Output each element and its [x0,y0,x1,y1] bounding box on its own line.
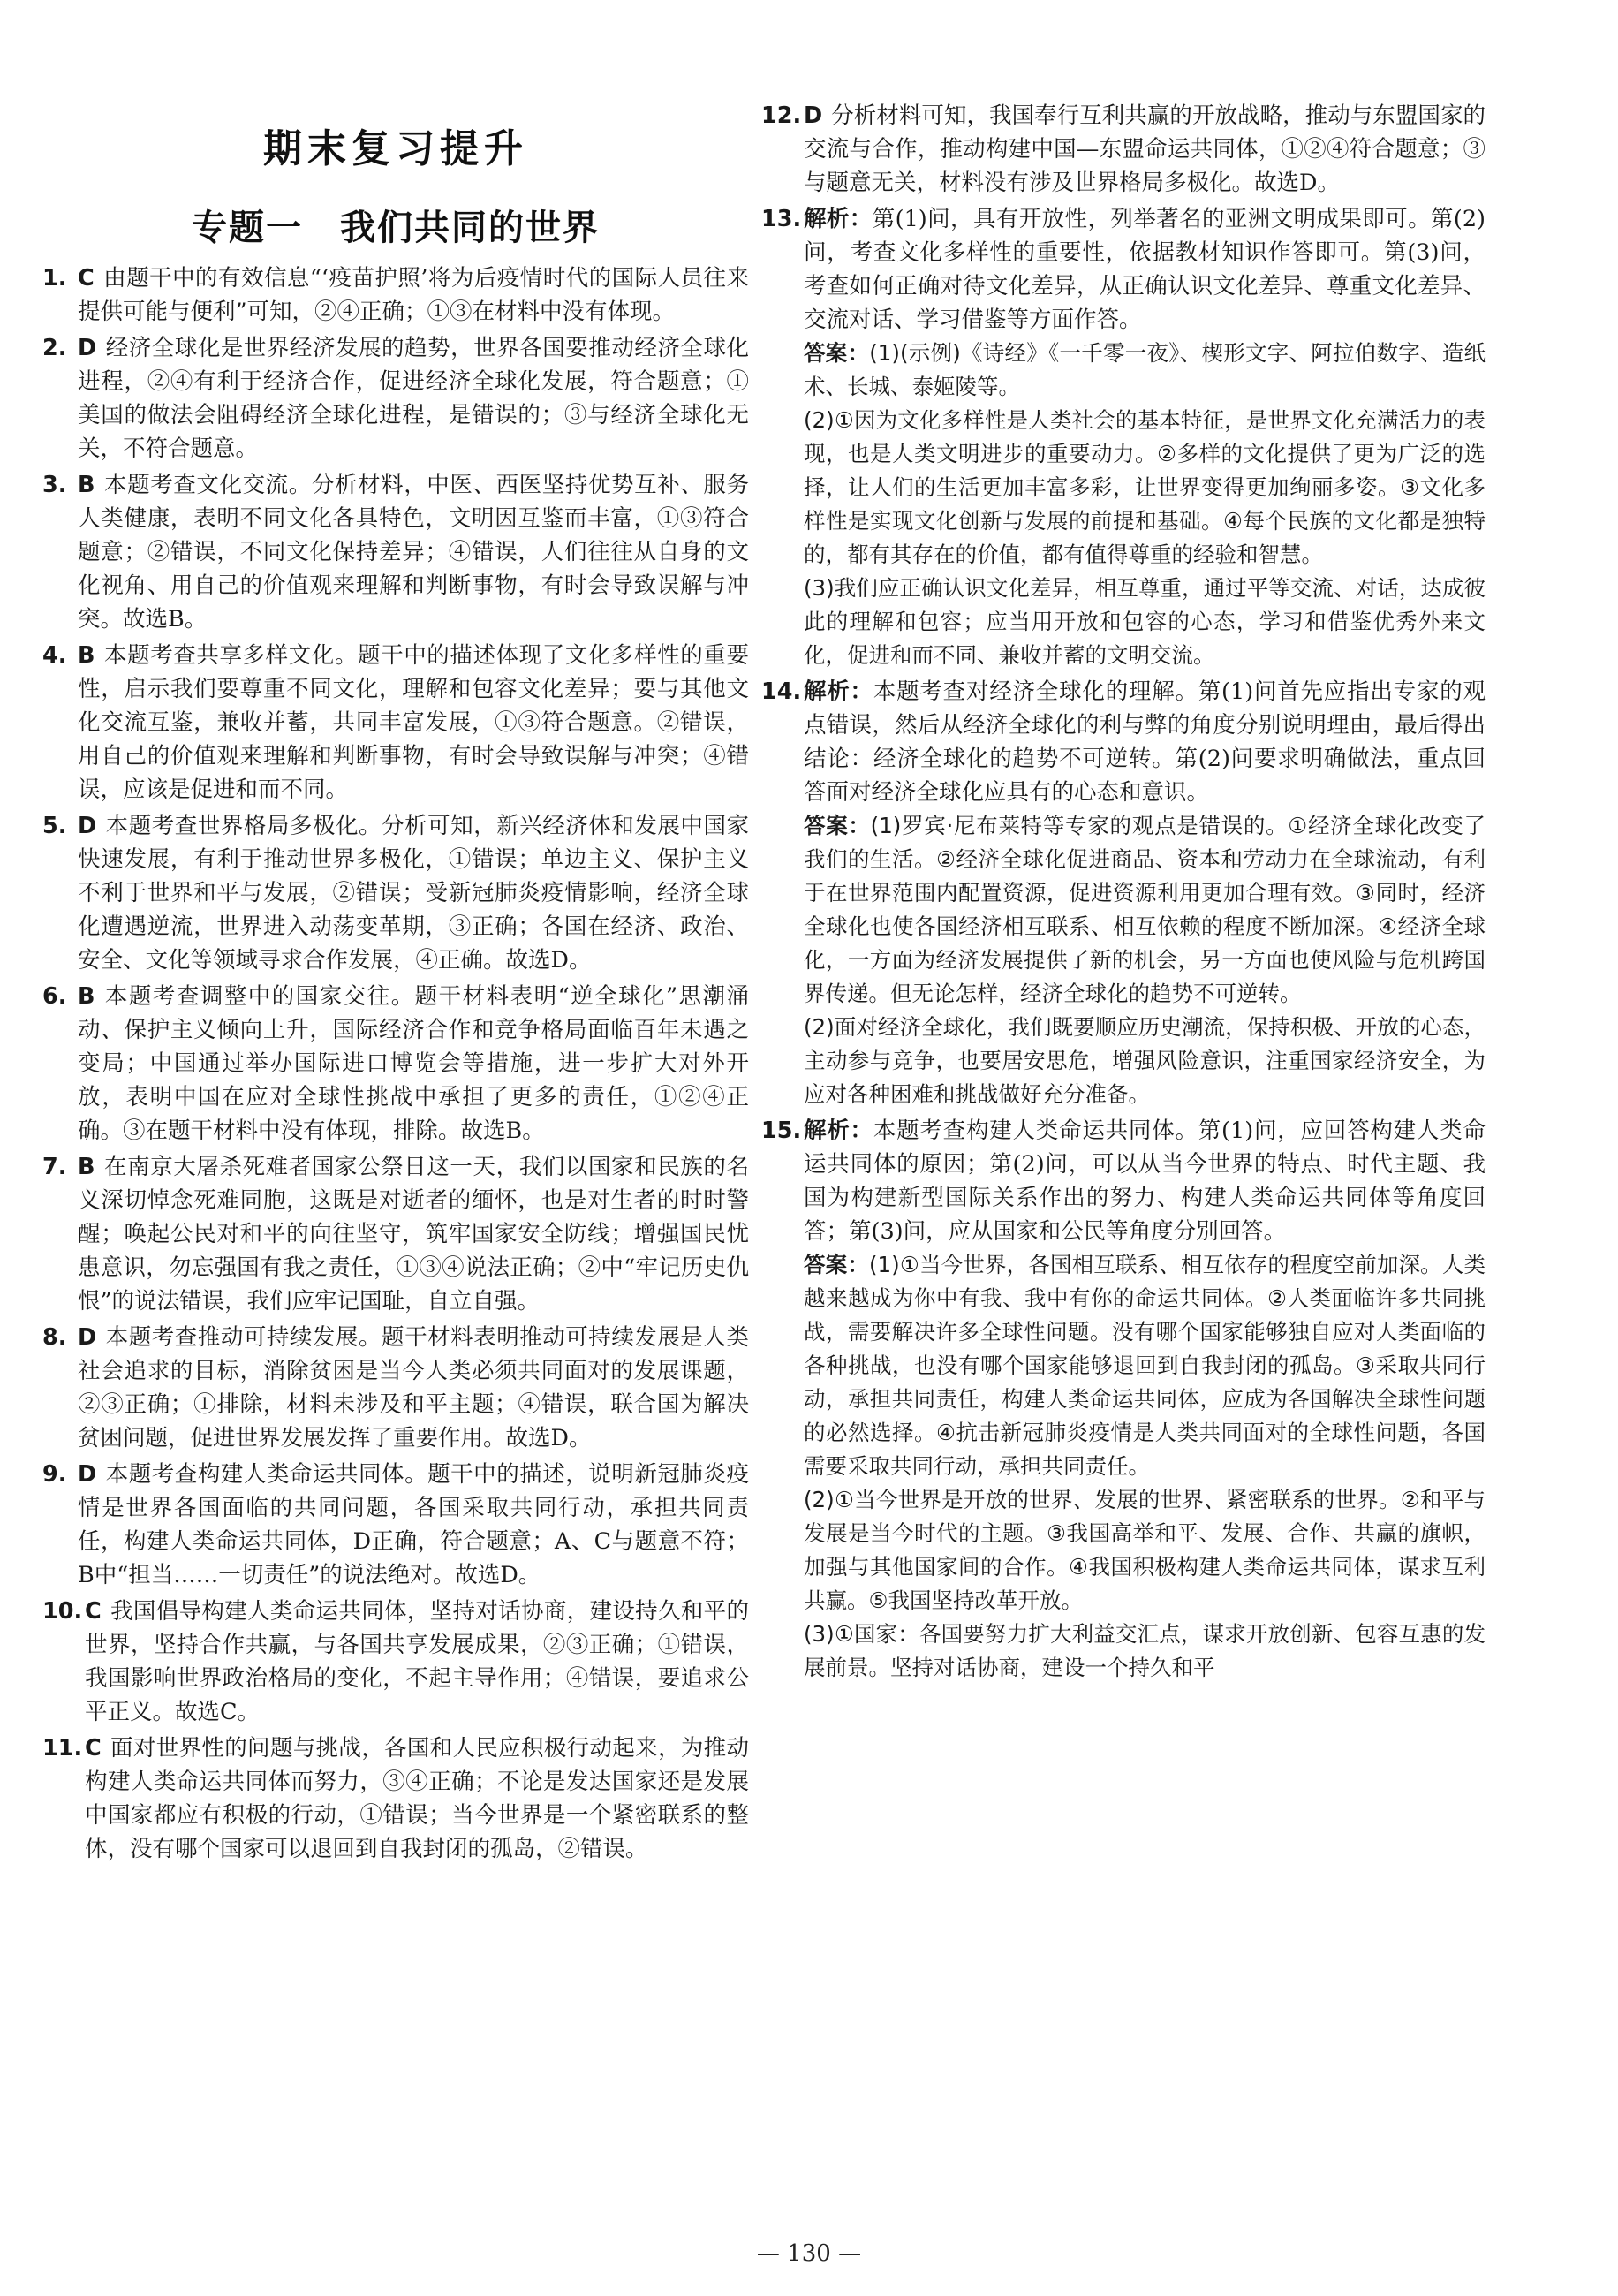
analysis-label: 解析： [804,206,873,232]
answer-item [42,468,749,636]
answer-item [42,1321,749,1455]
page-number: — 130 — [756,2240,862,2267]
answer-part: (1)①当今世界，各国相互联系、相互依存的程度空前加深。人类越来越成为你中有我、我中有你的命运共同体。②人类面临许多共同挑战，需要解决许多全球性问题。没有哪个国家能够独自应对人类面临的各种挑战，也没有哪个国家能够退回到自我封闭的孤岛。③采取共同行动，承担共同责任，构建人类命运共同体，应成为各国解决全球性问题的必然选择。④抗击新冠肺炎疫情是人类共同面对的全球性问题，各国需要采取共同行动，承担共同责任。 [804,1252,1486,1479]
item-explanation: 在南京大屠杀死难者国家公祭日这一天，我们以国家和民族的名义深切悼念死难同胞，这既是对逝者的缅怀，也是对生者的时时警醒；唤起公民对和平的向往坚守，筑牢国家安全防线；增强国民忧患意识，勿忘强国有我之责任，①③④说法正确；②中“牢记历史仇恨”的说法错误，我们应牢记国耻，自立自强。 [78,1154,749,1315]
item-number: 3. [42,472,67,498]
analysis-label: 解析： [804,1118,873,1144]
analysis-label: 解析： [804,678,873,705]
item-number: 9. [42,1461,67,1488]
answer-item-14 [761,675,1486,1111]
answer-label: 答案： [804,813,871,838]
left-column [42,261,749,1868]
answer-label: 答案： [804,1252,869,1277]
item-explanation: 我国倡导构建人类命运共同体，坚持对话协商，建设持久和平的世界，坚持合作共赢，与各国共享发展成果，②③正确；①错误，我国影响世界政治格局的变化，不起主导作用；④错误，要追求公平正义。故选C。 [85,1598,749,1725]
answer-part: (3)我们应正确认识文化差异，相互尊重，通过平等交流、对话，达成彼此的理解和包容；应当用开放和包容的心态，学习和借鉴优秀外来文化，促进和而不同、兼收并蓄的文明交流。 [804,575,1486,668]
item-number: 15. [761,1118,802,1144]
answer-item-13 [761,202,1486,672]
answer-letter: B [78,642,95,669]
item-explanation: 本题考查共享多样文化。题干中的描述体现了文化多样性的重要性，启示我们要尊重不同文化，理解和包容文化差异；要与其他文化交流互鉴，兼收并蓄，共同丰富发展，①③符合题意。②错误，用自己的价值观来理解和判断事物，有时会导致误解与冲突；④错误，应该是促进和而不同。 [78,642,749,803]
answer-item [42,1731,749,1866]
item-explanation: 本题考查调整中的国家交往。题干材料表明“逆全球化”思潮涌动、保护主义倾向上升，国际经济合作和竞争格局面临百年未遇之变局；中国通过举办国际进口博览会等措施，进一步扩大对外开放，表明中国在应对全球性挑战中承担了更多的责任，①②④正确。③在题干材料中没有体现，排除。故选B。 [78,983,749,1144]
analysis-text: 本题考查对经济全球化的理解。第(1)问首先应指出专家的观点错误，然后从经济全球化的利与弊的角度分别说明理由，最后得出结论：经济全球化的趋势不可逆转。第(2)问要求明确做法，重点回答面对经济全球化应具有的心态和意识。 [804,678,1486,806]
item-number: 14. [761,678,802,705]
item-explanation: 经济全球化是世界经济发展的趋势，世界各国要推动经济全球化进程，②④有利于经济合作，促进经济全球化发展，符合题意；①美国的做法会阻碍经济全球化进程，是错误的；③与经济全球化无关，不符合题意。 [78,335,749,462]
item-explanation: 由题干中的有效信息“‘疫苗护照’将为后疫情时代的国际人员往来提供可能与便利”可知，②④正确；①③在材料中没有体现。 [78,265,749,325]
item-number: 12. [761,102,802,129]
answer-letter: D [804,102,823,129]
answer-part: (2)①当今世界是开放的世界、发展的世界、紧密联系的世界。②和平与发展是当今时代的主题。③我国高举和平、发展、合作、共赢的旗帜，加强与其他国家间的合作。④我国积极构建人类命运共同体，谋求互利共赢。⑤我国坚持改革开放。 [804,1487,1486,1613]
answer-part: (3)①国家：各国要努力扩大利益交汇点，谋求开放创新、包容互惠的发展前景。坚持对话协商，建设一个持久和平 [804,1621,1486,1680]
item-number: 11. [42,1735,83,1762]
item-explanation: 本题考查世界格局多极化。分析可知，新兴经济体和发展中国家快速发展，有利于推动世界多极化，①错误；单边主义、保护主义不利于世界和平与发展，②错误；受新冠肺炎疫情影响，经济全球化遭遇逆流，世界进入动荡变革期，③正确；各国在经济、政治、安全、文化等领域寻求合作发展，④正确。故选D。 [78,813,749,974]
answer-label: 答案： [804,340,870,366]
item-number: 5. [42,813,67,839]
answer-item [42,331,749,466]
item-explanation: 分析材料可知，我国奉行互利共赢的开放战略，推动与东盟国家的交流与合作，推动构建中国—东盟命运共同体，①②④符合题意；③与题意无关，材料没有涉及世界格局多极化。故选D。 [804,102,1486,196]
answer-letter: C [85,1598,102,1625]
item-number: 7. [42,1154,67,1180]
right-column [761,99,1486,1687]
item-number: 10. [42,1598,83,1625]
answer-letter: B [78,983,95,1010]
answer-item [42,1458,749,1592]
answer-item-15 [761,1114,1486,1685]
item-explanation: 本题考查推动可持续发展。题干材料表明推动可持续发展是人类社会追求的目标，消除贫困是当今人类必须共同面对的发展课题，②③正确；①排除，材料未涉及和平主题；④错误，联合国为解决贫困问题，促进世界发展发挥了重要作用。故选D。 [78,1324,749,1451]
item-explanation: 本题考查文化交流。分析材料，中医、西医坚持优势互补、服务人类健康，表明不同文化各具特色，文明因互鉴而丰富，①③符合题意；②错误，不同文化保持差异；④错误，人们往往从自身的文化视角、用自己的价值观来理解和判断事物，有时会导致误解与冲突。故选B。 [78,472,749,633]
answer-item [761,99,1486,200]
item-explanation: 面对世界性的问题与挑战，各国和人民应积极行动起来，为推动构建人类命运共同体而努力，③④正确；不论是发达国家还是发展中国家都应有积极的行动，①错误；当今世界是一个紧密联系的整体，没有哪个国家可以退回到自我封闭的孤岛，②错误。 [85,1735,749,1862]
answer-item [42,809,749,977]
item-number: 8. [42,1324,67,1351]
answer-part: (1)罗宾·尼布莱特等专家的观点是错误的。①经济全球化改变了我们的生活。②经济全球化促进商品、资本和劳动力在全球流动，有利于在世界范围内配置资源，促进资源利用更加合理有效。③同时，经济全球化也使各国经济相互联系、相互依赖的程度不断加深。④经济全球化，一方面为经济发展提供了新的机会，另一方面也使风险与危机跨国界传递。但无论怎样，经济全球化的趋势不可逆转。 [804,813,1486,1006]
item-number: 1. [42,265,67,292]
answer-item [42,980,749,1148]
answer-letter: C [78,265,95,292]
item-explanation: 本题考查构建人类命运共同体。题干中的描述，说明新冠肺炎疫情是世界各国面临的共同问题，各国采取共同行动，承担共同责任，构建人类命运共同体，D正确，符合题意；A、C与题意不符；B中“担当……一切责任”的说法绝对。故选D。 [78,1461,749,1588]
answer-part: (2)①因为文化多样性是人类社会的基本特征，是世界文化充满活力的表现，也是人类文明进步的重要动力。②多样的文化提供了更为广泛的选择，让人们的生活更加丰富多彩，让世界变得更加绚丽多姿。③文化多样性是实现文化创新与发展的前提和基础。④每个民族的文化都是独特的，都有其存在的价值，都有值得尊重的经验和智慧。 [804,407,1486,567]
item-number: 6. [42,983,67,1010]
answer-part: (2)面对经济全球化，我们既要顺应历史潮流，保持积极、开放的心态，主动参与竞争，也要居安思危，增强风险意识，注重国家经济安全，为应对各种困难和挑战做好充分准备。 [804,1014,1486,1107]
answer-letter: D [78,335,97,361]
answer-item [42,639,749,807]
answer-item [42,261,749,329]
item-number: 4. [42,642,67,669]
answer-letter: B [78,472,95,498]
answer-letter: D [78,1461,97,1488]
item-number: 13. [761,206,802,232]
answer-letter: D [78,1324,97,1351]
answer-part: (1)(示例)《诗经》《一千零一夜》、楔形文字、阿拉伯数字、造纸术、长城、泰姬陵等。 [804,340,1486,399]
answer-letter: B [78,1154,95,1180]
answer-item [42,1595,749,1729]
item-number: 2. [42,335,67,361]
answer-item [42,1150,749,1318]
analysis-text: 第(1)问，具有开放性，列举著名的亚洲文明成果即可。第(2)问，考查文化多样性的重要性，依据教材知识作答即可。第(3)问，考查如何正确对待文化差异，从正确认识文化差异、尊重文化差异、交流对话、学习借鉴等方面作答。 [804,206,1486,333]
analysis-text: 本题考查构建人类命运共同体。第(1)问，应回答构建人类命运共同体的原因；第(2)问，可以从当今世界的特点、时代主题、我国为构建新型国际关系作出的努力、构建人类命运共同体等角度回答；第(3)问，应从国家和公民等角度分别回答。 [804,1118,1486,1245]
answer-letter: C [85,1735,102,1762]
answer-letter: D [78,813,97,839]
section-title: 专题一 我们共同的世界 [192,208,600,248]
main-title: 期末复习提升 [263,126,528,171]
